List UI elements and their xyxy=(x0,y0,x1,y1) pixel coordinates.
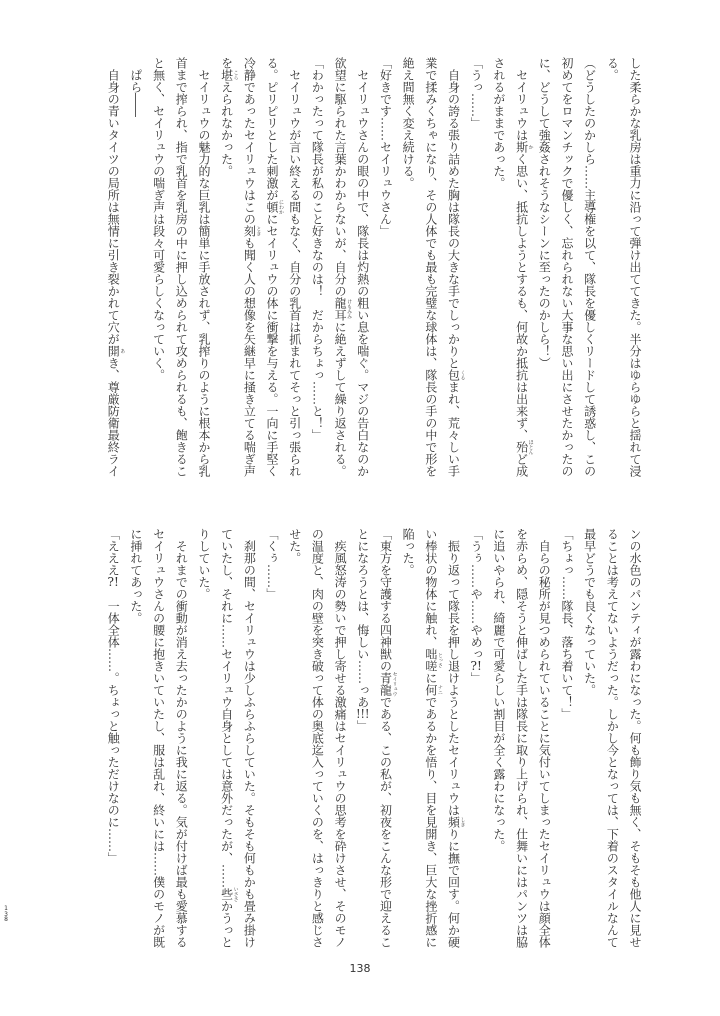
text-column xyxy=(465,528,488,960)
text-column: 「くぅ……」 xyxy=(265,528,279,600)
ruby-annotated-word xyxy=(514,141,534,153)
text-run: である、この私が、初夜をこんな形で迎えるこ xyxy=(378,696,393,948)
text-column: 疾風怒涛の勢いで押し寄せる激痛はセイリュウの思考を砕けさせ、そのモノ xyxy=(333,528,348,948)
text-run: セイリュウは xyxy=(514,57,529,141)
text-column: 初めてをロマンチックで優しく、忘れられない大事な思い出にさせたかったの xyxy=(559,57,574,477)
ruby-base: 龍耳 xyxy=(333,297,348,321)
text-column: に、どうして強姦されそうなシーンに至ったのかしら！） xyxy=(537,57,552,369)
text-run: であるかを悟り、目を見開き、巨大な挫折感に xyxy=(423,696,438,948)
text-column: 首まで搾られ、指で乳首を乳房の中に押し込められて攻められるも、飽きるこ xyxy=(174,57,189,477)
text-column xyxy=(102,528,125,960)
ruby-reading: あ xyxy=(119,348,126,354)
ruby-annotated-word xyxy=(219,886,239,902)
ruby-annotated-word xyxy=(423,684,443,696)
ruby-base: 青龍 xyxy=(378,672,393,696)
text-run: りに撫で回す。何か硬 xyxy=(446,828,461,948)
text-column: 業で揉みくちゃになり、その人体でも最も完璧な球体は、隊長の手の中で形を xyxy=(423,57,438,477)
margin-page-number xyxy=(2,906,10,923)
ruby-reading: とっさ xyxy=(436,652,443,668)
text-run: ていたし、それに……セイリュウ自身としては意外だったが、…… xyxy=(219,528,234,888)
text-run: を xyxy=(219,57,234,69)
text-column: それまでの衝動が消え去ったかのように我に返る。気が付けば最も愛慕する xyxy=(174,528,189,948)
ruby-annotated-word xyxy=(265,199,284,215)
text-column: した柔らかな乳房は重力に沿って弾け出ててきた。半分はゆらゆらと揺れて浸 xyxy=(628,57,642,477)
text-column: ぱら―― xyxy=(128,57,143,117)
text-column xyxy=(442,57,465,489)
text-run: 一体全体……。ちょっと触っただけなのに……」 xyxy=(106,588,121,864)
ruby-annotated-word xyxy=(219,69,239,81)
text-column: 最早どうでも良くなっていた。 xyxy=(582,528,597,696)
text-column xyxy=(215,57,238,489)
text-column xyxy=(419,528,442,960)
ruby-annotated-word xyxy=(378,671,398,697)
ruby-base: 頻 xyxy=(446,816,461,828)
ruby-annotated-word xyxy=(446,369,466,381)
text-column: 陥った。 xyxy=(401,528,416,576)
ruby-reading: にわか xyxy=(278,199,284,215)
ruby-base: 斯 xyxy=(514,141,529,153)
text-run: 冷静であったセイリュウはこの xyxy=(242,57,257,225)
text-column: 刹那の間、セイリュウは少しふらふらしていた。そもそも何もかも畳み掛け xyxy=(242,528,257,948)
text-column xyxy=(238,57,261,489)
text-run: 欲望に駆られた言葉かわからないが、自分の xyxy=(333,57,348,297)
margin-page-digit: 8 xyxy=(4,916,8,923)
ruby-reading: こら xyxy=(232,70,239,80)
ruby-annotated-word xyxy=(106,345,126,357)
text-run: き、尊厳防衛最終ライ xyxy=(106,357,121,477)
text-column xyxy=(215,528,238,960)
text-column: に追いやられ、綺麗で可愛らしい割目が全く露わになった。 xyxy=(491,528,506,852)
text-column: りしていた。 xyxy=(196,528,211,600)
text-run: にセイリュウの体に衝撃を与える。一向に手堅く xyxy=(265,213,279,477)
ruby-reading: か xyxy=(527,144,534,150)
text-column xyxy=(351,528,374,960)
text-run: も聞く人の想像を矢継早に掻き立てる喘ぎ声 xyxy=(242,237,257,477)
ruby-base: 堪 xyxy=(219,69,234,81)
text-run: に xyxy=(423,672,438,684)
text-column: を赤らめ、隠そうと伸ばした手は隊長に取り上げられ、仕舞いにはパンツは脇 xyxy=(514,528,529,948)
text-run: 」 xyxy=(355,720,370,732)
text-run: えられなかった。 xyxy=(219,81,234,177)
text-run: ど成 xyxy=(514,453,529,477)
text-column: セイリュウが言い終える間もなく、自分の乳首は抓まれてそっと引っ張られ xyxy=(287,57,302,477)
tate-chu-yoko-punctuation: ?! xyxy=(107,576,119,588)
ruby-base: 何 xyxy=(423,684,438,696)
text-column xyxy=(374,528,397,960)
text-column: 「好きです……セイリュウさん」 xyxy=(378,57,393,237)
text-run: く思い、抵抗しようとするも、何故か抵抗は出来ず、 xyxy=(514,153,529,441)
text-column: セイリュウさんの眼の中で、隊長は灼熱の粗い息を喘ぐ。マジの告白なのか xyxy=(355,57,370,477)
text-column: 自らの秘所が見つめられていることに気付いてしまったセイリュウは顔全体 xyxy=(537,528,552,948)
ruby-annotated-word xyxy=(423,648,443,672)
text-column: せた。 xyxy=(287,528,302,564)
text-column xyxy=(102,57,125,489)
ruby-base: 開 xyxy=(106,345,121,357)
text-column: 「わかったって隊長が私のこと好きなのは！ だからちょっ……と！」 xyxy=(310,57,325,441)
ruby-reading: しき xyxy=(459,817,466,827)
text-run: い棒状の物体に触れ、 xyxy=(423,528,438,648)
page-number: 138 xyxy=(349,962,371,975)
text-run: とになろうとは、悔しい……っあ xyxy=(355,528,370,708)
ruby-base: 咄嗟 xyxy=(423,648,438,672)
text-column: ることは考えてないようだった。しかし今となっては、下着のスタイルなんて xyxy=(605,528,620,948)
ruby-reading: いささ xyxy=(232,886,239,902)
text-column xyxy=(328,57,351,489)
text-column: と無く、セイリュウの喘ぎ声は段々可愛らしくなっていく。 xyxy=(151,57,166,381)
text-column: セイリュウの魅力的な巨乳は簡単に手放されず、乳搾りのように根本から乳 xyxy=(196,57,211,477)
text-column: セイリュウさんの腰に抱きいていたし、服は乱れ、終いには……僕のモノが既 xyxy=(151,528,166,948)
ruby-reading: くる xyxy=(459,370,466,380)
text-column: ンの水色のパンティが露わになった。何も飾り気も無く、そもそも他人に見せ xyxy=(628,528,642,948)
text-column xyxy=(510,57,533,489)
ruby-reading: ナニ xyxy=(436,685,443,695)
ruby-base: 殆 xyxy=(514,441,529,453)
ruby-base: 頓 xyxy=(265,201,279,213)
ruby-base: 些 xyxy=(219,888,234,900)
ruby-annotated-word xyxy=(333,297,353,321)
text-column: （どうしたのかしら……主導権を以て、隊長を優しくリードして誘惑し、この xyxy=(582,57,597,477)
text-run: 「東方を守護する四神獣の xyxy=(378,528,393,672)
ruby-base: 包 xyxy=(446,369,461,381)
ruby-reading: ほとん xyxy=(527,439,534,455)
text-column: 絶え間無く変え続ける。 xyxy=(401,57,416,189)
text-run: 自身の誇る張り詰めた胸は隊長の大きな手でしっかりと xyxy=(446,57,461,369)
ruby-reading: セイリュウ xyxy=(391,671,398,697)
text-column: 「ちょっ……隊長、落ち着いて！」 xyxy=(559,528,574,720)
ruby-base: 刻 xyxy=(242,225,257,237)
text-run: 」 xyxy=(469,672,484,684)
text-column xyxy=(260,57,283,489)
text-column xyxy=(442,528,465,960)
ruby-reading: けもみみ xyxy=(346,299,353,319)
ruby-annotated-word xyxy=(242,225,262,237)
ruby-annotated-word xyxy=(514,439,534,455)
text-run: 「えええ xyxy=(106,528,121,576)
text-column: されるがままであった。 xyxy=(491,57,506,189)
margin-page-digit: 1 xyxy=(4,905,8,912)
text-run: に絶えずして繰り返される。 xyxy=(333,321,348,477)
tate-chu-yoko-punctuation: ?! xyxy=(470,660,482,672)
text-run: る。ピリピリとした刺激が xyxy=(265,57,279,201)
text-column: の温度と、肉の壁を突き破って体の奥底迄入っていくのを、はっきりと感じさ xyxy=(310,528,325,948)
ruby-annotated-word xyxy=(446,816,466,828)
text-column: に挿れてあった。 xyxy=(128,528,143,624)
text-run: 「うぅ……や……やめっ xyxy=(469,528,484,660)
text-run: 自身の青いタイツの局所は無情に引き裂かれて穴が xyxy=(106,57,121,345)
text-run: まれ、荒々しい手 xyxy=(446,381,461,477)
text-block-bottom xyxy=(101,528,646,960)
text-column: 「うっ……」 xyxy=(469,57,484,129)
ruby-reading: とき xyxy=(255,226,262,236)
text-run: かうっと xyxy=(219,900,234,948)
tate-chu-yoko-punctuation: !!! xyxy=(356,708,370,720)
text-run: 振り返って隊長を押し退けようとしたセイリュウは xyxy=(446,528,461,816)
text-column: る。 xyxy=(605,57,620,81)
margin-page-digit: 3 xyxy=(4,910,8,918)
text-block-top xyxy=(101,57,646,489)
